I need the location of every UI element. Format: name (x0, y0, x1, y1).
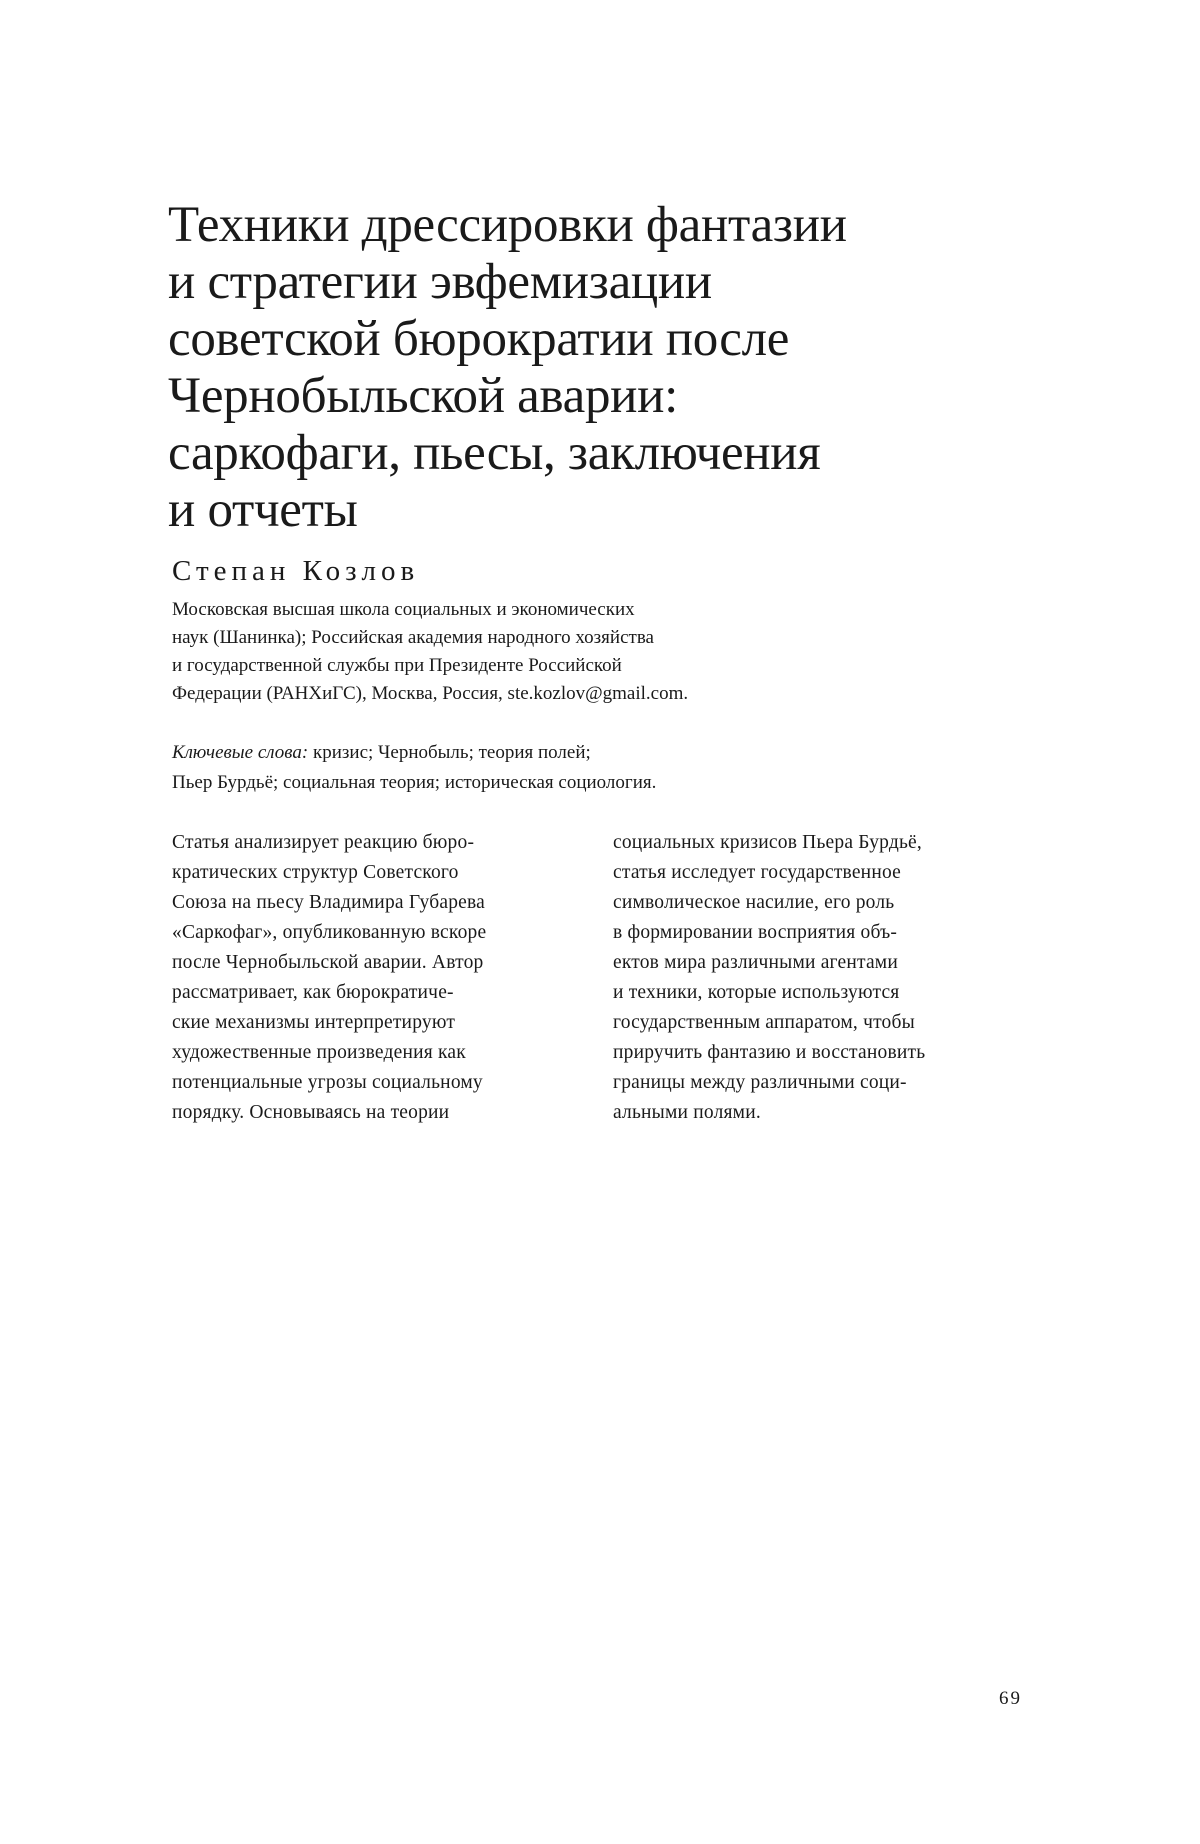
abstract-line: символическое насилие, его роль (613, 892, 895, 913)
keywords-line (172, 738, 872, 768)
abstract-line: ские механизмы интерпретируют (172, 1012, 456, 1033)
affiliation-line: Федерации (РАНХиГС), Москва, Россия, ste.kozlov@gmail.com. (172, 683, 689, 704)
affiliation-line: Московская высшая школа социальных и экономических (172, 599, 635, 620)
abstract-line: «Саркофаг», опубликованную вскоре (172, 922, 487, 943)
abstract-line: и техники, которые используются (613, 982, 900, 1003)
keywords-text: кризис; Чернобыль; теория полей; (308, 742, 591, 763)
affiliation-line: наук (Шанинка); Российская академия народного хозяйства (172, 627, 654, 648)
article-title (168, 197, 928, 539)
keywords-line: Пьер Бурдьё; социальная теория; историческая социология. (172, 772, 657, 793)
abstract-line: Статья анализирует реакцию бюро- (172, 832, 475, 853)
abstract-line: статья исследует государственное (613, 862, 901, 883)
abstract-line: в формировании восприятия объ- (613, 922, 898, 943)
abstract-line: художественные произведения как (172, 1042, 466, 1063)
abstract-line: границы между различными соци- (613, 1072, 907, 1093)
page-number: 69 (999, 1688, 1022, 1709)
title-line: и отчеты (168, 482, 358, 538)
title-line: Чернобыльской аварии: (168, 368, 679, 424)
keywords (172, 738, 872, 798)
title-line: и стратегии эвфемизации (168, 254, 712, 310)
abstract-line: Союза на пьесу Владимира Губарева (172, 892, 486, 913)
author-affiliation (172, 596, 852, 708)
abstract-line: потенциальные угрозы социальному (172, 1072, 483, 1093)
abstract-line: приручить фантазию и восстановить (613, 1042, 926, 1063)
abstract-column-right (613, 828, 1023, 1128)
abstract-line: после Чернобыльской аварии. Автор (172, 952, 484, 973)
abstract-line: альными полями. (613, 1102, 761, 1123)
abstract-line: рассматривает, как бюрократиче- (172, 982, 454, 1003)
title-line: советской бюрократии после (168, 311, 790, 367)
abstract-line: социальных кризисов Пьера Бурдьё, (613, 832, 922, 853)
abstract-line: ектов мира различными агентами (613, 952, 898, 973)
title-line: саркофаги, пьесы, заключения (168, 425, 821, 481)
affiliation-line: и государственной службы при Президенте Российской (172, 655, 622, 676)
keywords-label: Ключевые слова: (172, 742, 309, 763)
abstract-line: кратических структур Советского (172, 862, 459, 883)
author-name: Степан Козлов (172, 555, 420, 587)
abstract-line: порядку. Основываясь на теории (172, 1102, 450, 1123)
title-line: Техники дрессировки фантазии (168, 197, 847, 253)
abstract-column-left (172, 828, 582, 1128)
abstract-line: государственным аппаратом, чтобы (613, 1012, 915, 1033)
